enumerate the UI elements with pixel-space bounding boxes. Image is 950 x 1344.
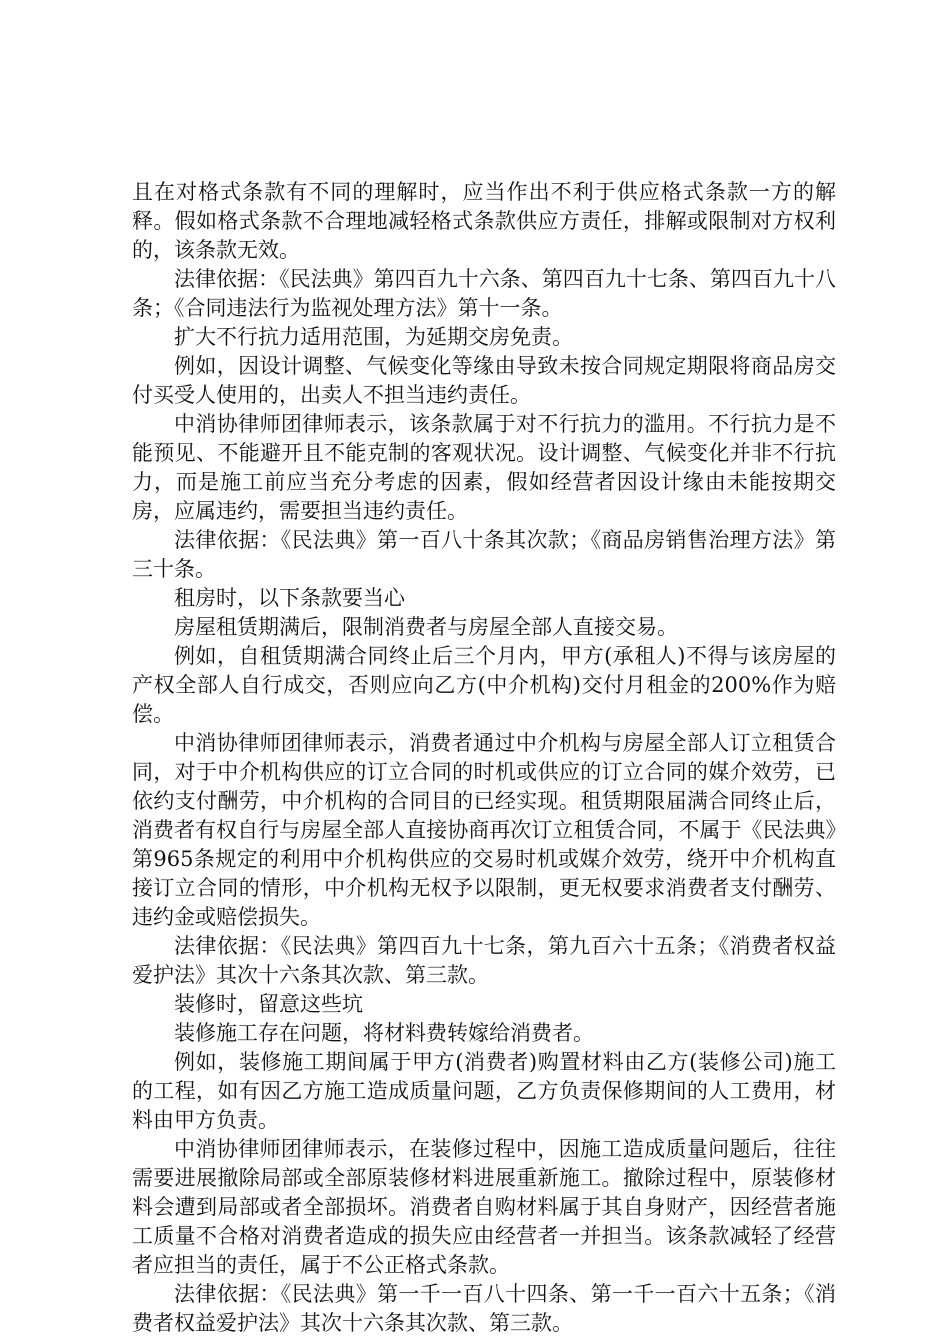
- paragraph-1: 且在对格式条款有不同的理解时，应当作出不利于供应格式条款一方的解释。假如格式条款不合理地减轻格式条款供应方责任，排解或限制对方权利的，该条款无效。: [132, 180, 836, 262]
- paragraph-13: 装修施工存在问题，将材料费转嫁给消费者。: [174, 1021, 594, 1045]
- paragraph-10: 中消协律师团律师表示，消费者通过中介机构与房屋全部人订立租赁合同，对于中介机构供应的订立合同的时机或供应的订立合同的媒介效劳，已依约支付酬劳，中介机构的合同目的已经实现。租赁期限届满合同终止后，消费者有权自行与房屋全部人直接协商再次订立租赁合同，不属于《民法典》第965条规定的利用中介机构供应的交易时机或媒介效劳，绕开中介机构直接订立合同的情形，中介机构无权予以限制，更无权要求消费者支付酬劳、违约金或赔偿损失。: [132, 731, 836, 929]
- paragraph-4: 例如，因设计调整、气候变化等缘由导致未按合同规定期限将商品房交付买受人使用的，出卖人不担当违约责任。: [132, 354, 836, 407]
- paragraph-15: 中消协律师团律师表示，在装修过程中，因施工造成质量问题后，往往需要进展撤除局部或全部原装修材料进展重新施工。撤除过程中，原装修材料会遭到局部或者全部损坏。消费者自购材料属于其自身财产，因经营者施工质量不合格对消费者造成的损失应由经营者一并担当。该条款减轻了经营者应担当的责任，属于不公正格式条款。: [132, 1137, 836, 1277]
- paragraph-11: 法律依据：《民法典》第四百九十七条，第九百六十五条；《消费者权益爱护法》其次十六条其次款、第三款。: [132, 934, 836, 987]
- paragraph-3: 扩大不行抗力适用范围，为延期交房免责。: [174, 325, 573, 349]
- section-heading-renting: 租房时，以下条款要当心: [174, 586, 405, 610]
- document-body: [132, 178, 836, 1338]
- paragraph-6: 法律依据：《民法典》第一百八十条其次款；《商品房销售治理方法》第三十条。: [132, 528, 836, 581]
- paragraph-9: 例如，自租赁期满合同终止后三个月内，甲方(承租人)不得与该房屋的产权全部人自行成交，否则应向乙方(中介机构)交付月租金的200%作为赔偿。: [132, 644, 836, 726]
- section-heading-decoration: 装修时，留意这些坑: [174, 992, 363, 1016]
- paragraph-14: 例如，装修施工期间属于甲方(消费者)购置材料由乙方(装修公司)施工的工程，如有因乙方施工造成质量问题，乙方负责保修期间的人工费用，材料由甲方负责。: [132, 1050, 836, 1132]
- paragraph-2: 法律依据：《民法典》第四百九十六条、第四百九十七条、第四百九十八条；《合同违法行为监视处理方法》第十一条。: [132, 267, 836, 320]
- paragraph-8: 房屋租赁期满后，限制消费者与房屋全部人直接交易。: [174, 615, 678, 639]
- paragraph-16: 法律依据：《民法典》第一千一百八十四条、第一千一百六十五条；《消费者权益爱护法》其次十六条其次款、第三款。: [132, 1282, 836, 1335]
- paragraph-5: 中消协律师团律师表示，该条款属于对不行抗力的滥用。不行抗力是不能预见、不能避开且不能克制的客观状况。设计调整、气候变化并非不行抗力，而是施工前应当充分考虑的因素，假如经营者因设计缘由未能按期交房，应属违约，需要担当违约责任。: [132, 412, 836, 523]
